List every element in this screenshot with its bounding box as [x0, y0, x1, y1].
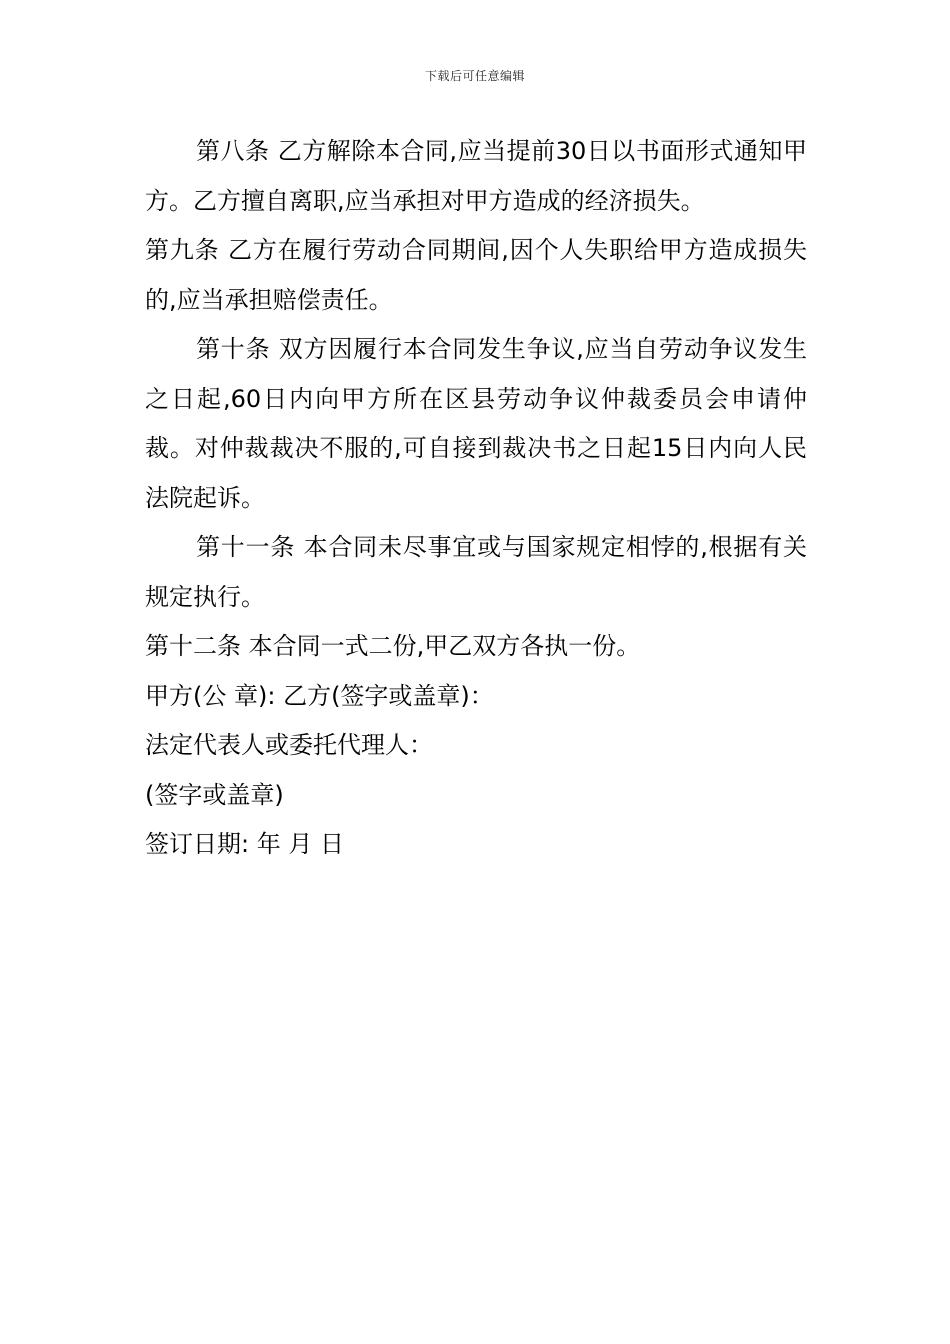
contract-body — [145, 127, 807, 870]
party-signature-line: 甲方(公 章): 乙方(签字或盖章)： — [145, 681, 494, 710]
article-12: 第十二条 本合同一式二份,甲乙双方各执一份。 — [145, 632, 641, 660]
sign-or-seal-line: (签字或盖章) — [145, 780, 284, 809]
signing-date-line: 签订日期: 年 月 日 — [145, 830, 344, 858]
legal-representative-line: 法定代表人或委托代理人： — [145, 731, 433, 759]
article-9: 第九条 乙方在履行劳动合同期间,因个人失职给甲方造成损失的,应当承担赔偿责任。 — [145, 236, 807, 314]
article-10: 第十条 双方因履行本合同发生争议,应当自劳动争议发生之日起,60日内向甲方所在区县劳动争议仲裁委员会申请仲裁。对仲裁裁决不服的,可自接到裁决书之日起15日内向人民法院起诉。 — [145, 335, 807, 512]
header-note: 下载后可任意编辑 — [424, 69, 525, 83]
article-8: 第八条 乙方解除本合同,应当提前30日以书面形式通知甲方。乙方擅自离职,应当承担对甲方造成的经济损失。 — [145, 137, 807, 215]
article-11: 第十一条 本合同未尽事宜或与国家规定相悖的,根据有关规定执行。 — [145, 533, 807, 611]
